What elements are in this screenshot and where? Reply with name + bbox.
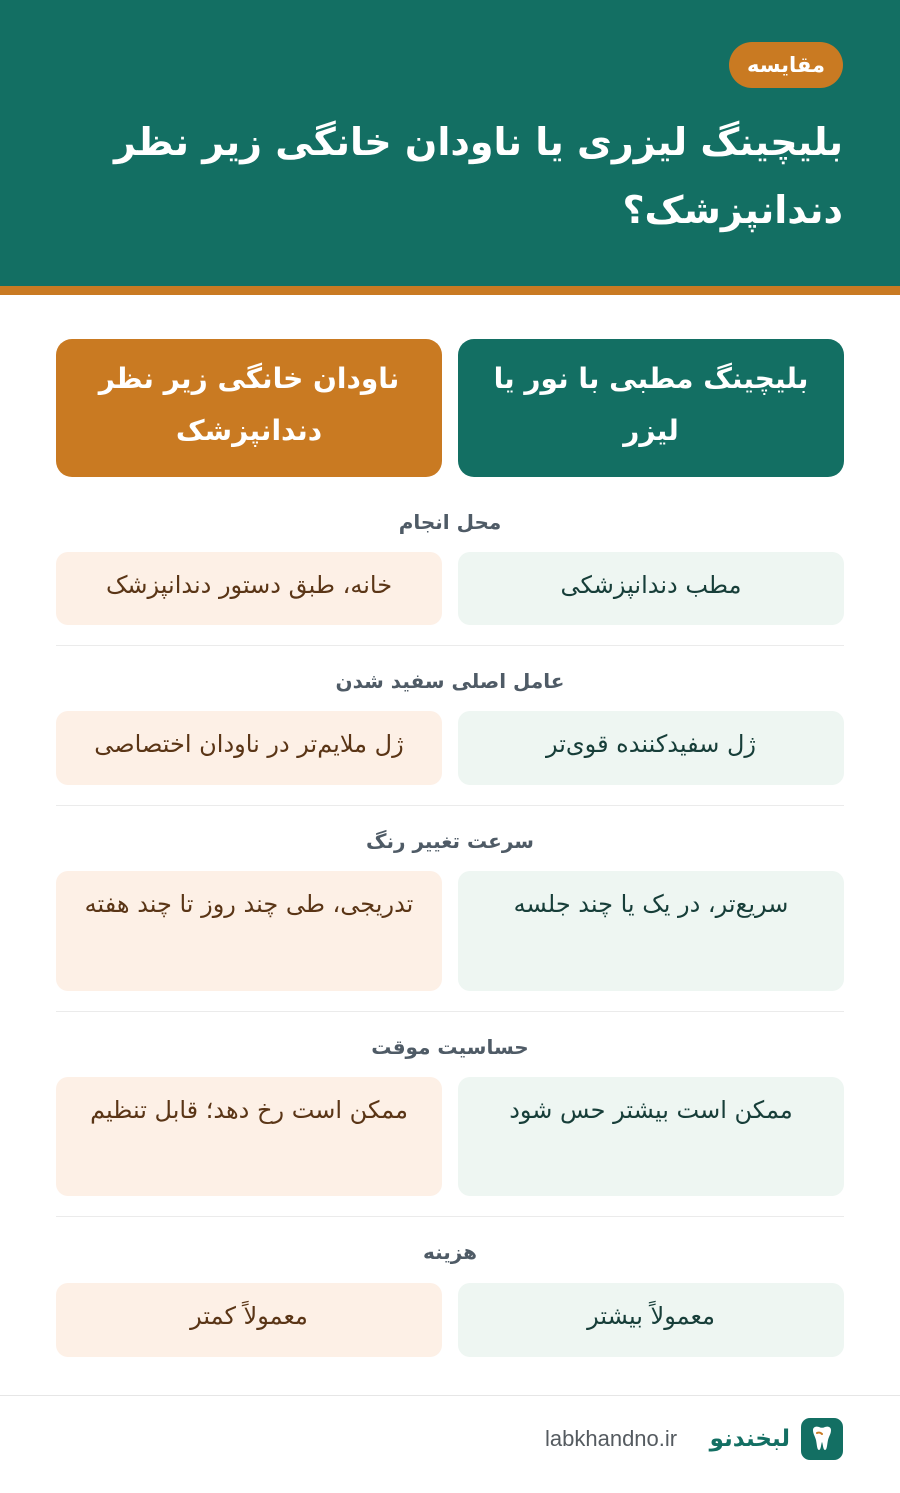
column-header-home-tray: ناودان خانگی زیر نظر دندانپزشک: [56, 339, 442, 477]
cell-home-cost: معمولاً کمتر: [56, 1283, 442, 1357]
footer-divider: [0, 1395, 900, 1396]
site-domain-link[interactable]: labkhandno.ir: [545, 1426, 678, 1451]
cell-in-office-location: مطب دندانپزشکی: [458, 552, 844, 625]
cell-in-office-agent: ژل سفیدکننده قوی‌تر: [458, 711, 844, 785]
cell-in-office-speed: سریع‌تر، در یک یا چند جلسه: [458, 871, 844, 991]
row-label-cost: هزینه: [422, 1240, 478, 1264]
cell-in-office-sensitivity: ممکن است بیشتر حس شود: [458, 1077, 844, 1196]
row-divider: [56, 1216, 844, 1217]
row-label-speed: سرعت تغییر رنگ: [366, 829, 534, 853]
category-badge: مقایسه: [729, 42, 843, 88]
cell-in-office-cost: معمولاً بیشتر: [458, 1283, 844, 1357]
row-divider: [56, 805, 844, 806]
cell-home-agent: ژل ملایم‌تر در ناودان اختصاصی: [56, 711, 442, 785]
header-accent-stripe: [0, 286, 900, 295]
cell-home-sensitivity: ممکن است رخ دهد؛ قابل تنظیم: [56, 1077, 442, 1196]
row-label-agent: عامل اصلی سفید شدن: [335, 669, 565, 693]
row-divider: [56, 645, 844, 646]
tooth-icon: [801, 1418, 843, 1460]
row-label-location: محل انجام: [398, 510, 502, 534]
brand-name: لبخندنو: [709, 1426, 790, 1452]
row-label-sensitivity: حساسیت موقت: [371, 1035, 529, 1059]
page-title: بلیچینگ لیزری یا ناودان خانگی زیر نظر دندانپزشک؟: [114, 120, 843, 232]
cell-home-speed: تدریجی، طی چند روز تا چند هفته: [56, 871, 442, 991]
row-divider: [56, 1011, 844, 1012]
column-header-in-office: بلیچینگ مطبی با نور یا لیزر: [458, 339, 844, 477]
cell-home-location: خانه، طبق دستور دندانپزشک: [56, 552, 442, 625]
